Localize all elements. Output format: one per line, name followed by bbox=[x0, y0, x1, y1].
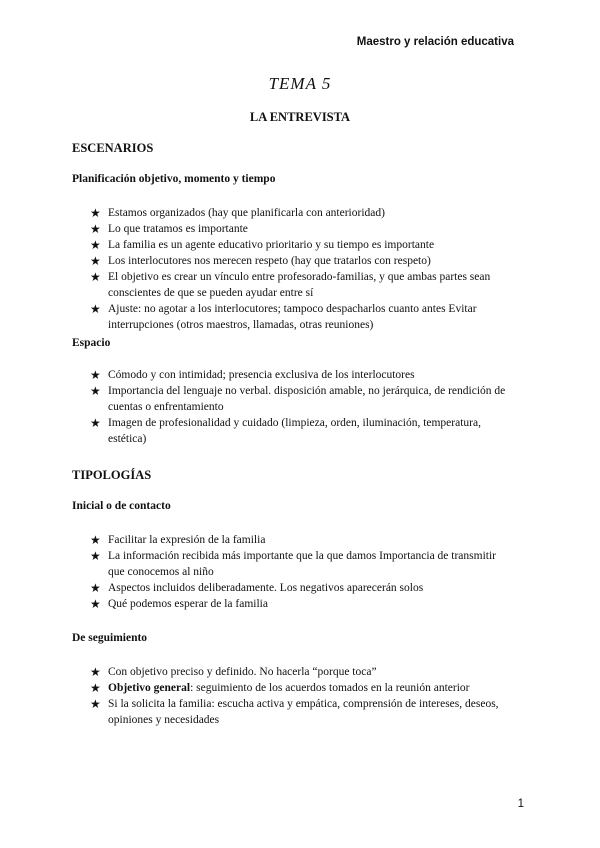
list-inicial bbox=[72, 532, 512, 612]
star-bullet-icon: ★ bbox=[90, 206, 101, 220]
list-item: ★ La familia es un agente educativo prioritario y su tiempo es importante bbox=[90, 238, 435, 252]
list-seguimiento bbox=[72, 664, 512, 728]
subheading-seguimiento: De seguimiento bbox=[72, 632, 148, 644]
star-bullet-icon: ★ bbox=[90, 270, 101, 284]
document-body bbox=[72, 138, 512, 728]
list-item: ★ Con objetivo preciso y definido. No hacerla “porque toca” bbox=[90, 665, 377, 679]
star-bullet-icon: ★ bbox=[90, 238, 101, 252]
list-item: ★ Cómodo y con intimidad; presencia exclusiva de los interlocutores bbox=[90, 368, 415, 382]
list-item: ★ Los interlocutores nos merecen respeto (hay que tratarlos con respeto) bbox=[90, 254, 431, 268]
list-item: ★ Facilitar la expresión de la familia bbox=[90, 533, 266, 547]
subheading-inicial: Inicial o de contacto bbox=[72, 500, 171, 512]
page-title: LA ENTREVISTA bbox=[249, 110, 351, 124]
list-item: ★ Objetivo general: seguimiento de los acuerdos tomados en la reunión anterior bbox=[90, 681, 470, 695]
star-bullet-icon: ★ bbox=[90, 549, 101, 563]
list-item: ★ Imagen de profesionalidad y cuidado (limpieza, orden, iluminación, temperatura, estética) bbox=[90, 416, 481, 445]
list-item: ★ Importancia del lenguaje no verbal. disposición amable, no jerárquica, de rendición de cuentas o enfrentamiento bbox=[90, 384, 506, 413]
page-number: 1 bbox=[517, 798, 524, 810]
list-item: ★ Lo que tratamos es importante bbox=[90, 222, 248, 236]
star-bullet-icon: ★ bbox=[90, 681, 101, 695]
star-bullet-icon: ★ bbox=[90, 222, 101, 236]
list-item: ★ Aspectos incluidos deliberadamente. Los negativos aparecerán solos bbox=[90, 581, 424, 595]
header-course-title: Maestro y relación educativa bbox=[356, 36, 514, 48]
star-bullet-icon: ★ bbox=[90, 533, 101, 547]
list-item: ★ El objetivo es crear un vínculo entre profesorado-familias, y que ambas partes sean conscientes de que se pueden ayudar entre sí bbox=[90, 270, 491, 299]
subheading-planificacion: Planificación objetivo, momento y tiempo bbox=[72, 173, 276, 185]
list-planificacion bbox=[72, 205, 512, 333]
star-bullet-icon: ★ bbox=[90, 384, 101, 398]
star-bullet-icon: ★ bbox=[90, 665, 101, 679]
subheading-espacio: Espacio bbox=[72, 337, 111, 349]
star-bullet-icon: ★ bbox=[90, 416, 101, 430]
tema-number: TEMA 5 bbox=[268, 74, 332, 93]
star-bullet-icon: ★ bbox=[90, 597, 101, 611]
section-heading-tipologias: TIPOLOGÍAS bbox=[72, 468, 152, 482]
star-bullet-icon: ★ bbox=[90, 254, 101, 268]
star-bullet-icon: ★ bbox=[90, 368, 101, 382]
list-item: ★ Estamos organizados (hay que planificarla con anterioridad) bbox=[90, 206, 385, 220]
star-bullet-icon: ★ bbox=[90, 581, 101, 595]
list-espacio bbox=[72, 367, 512, 447]
list-item: ★ La información recibida más importante que la que damos Importancia de transmitir que conocemos al niño bbox=[90, 549, 496, 578]
list-item: ★ Qué podemos esperar de la familia bbox=[90, 597, 268, 611]
bold-term: Objetivo general bbox=[108, 682, 191, 694]
list-item: ★ Ajuste: no agotar a los interlocutores; tampoco despacharlos cuanto antes Evitar interrupciones (otros maestros, llamadas, otras reuniones) bbox=[90, 302, 477, 331]
star-bullet-icon: ★ bbox=[90, 302, 101, 316]
section-heading-escenarios: ESCENARIOS bbox=[72, 141, 154, 155]
list-item: ★ Si la solicita la familia: escucha activa y empática, comprensión de intereses, deseos, opiniones y necesidades bbox=[90, 697, 499, 726]
star-bullet-icon: ★ bbox=[90, 697, 101, 711]
